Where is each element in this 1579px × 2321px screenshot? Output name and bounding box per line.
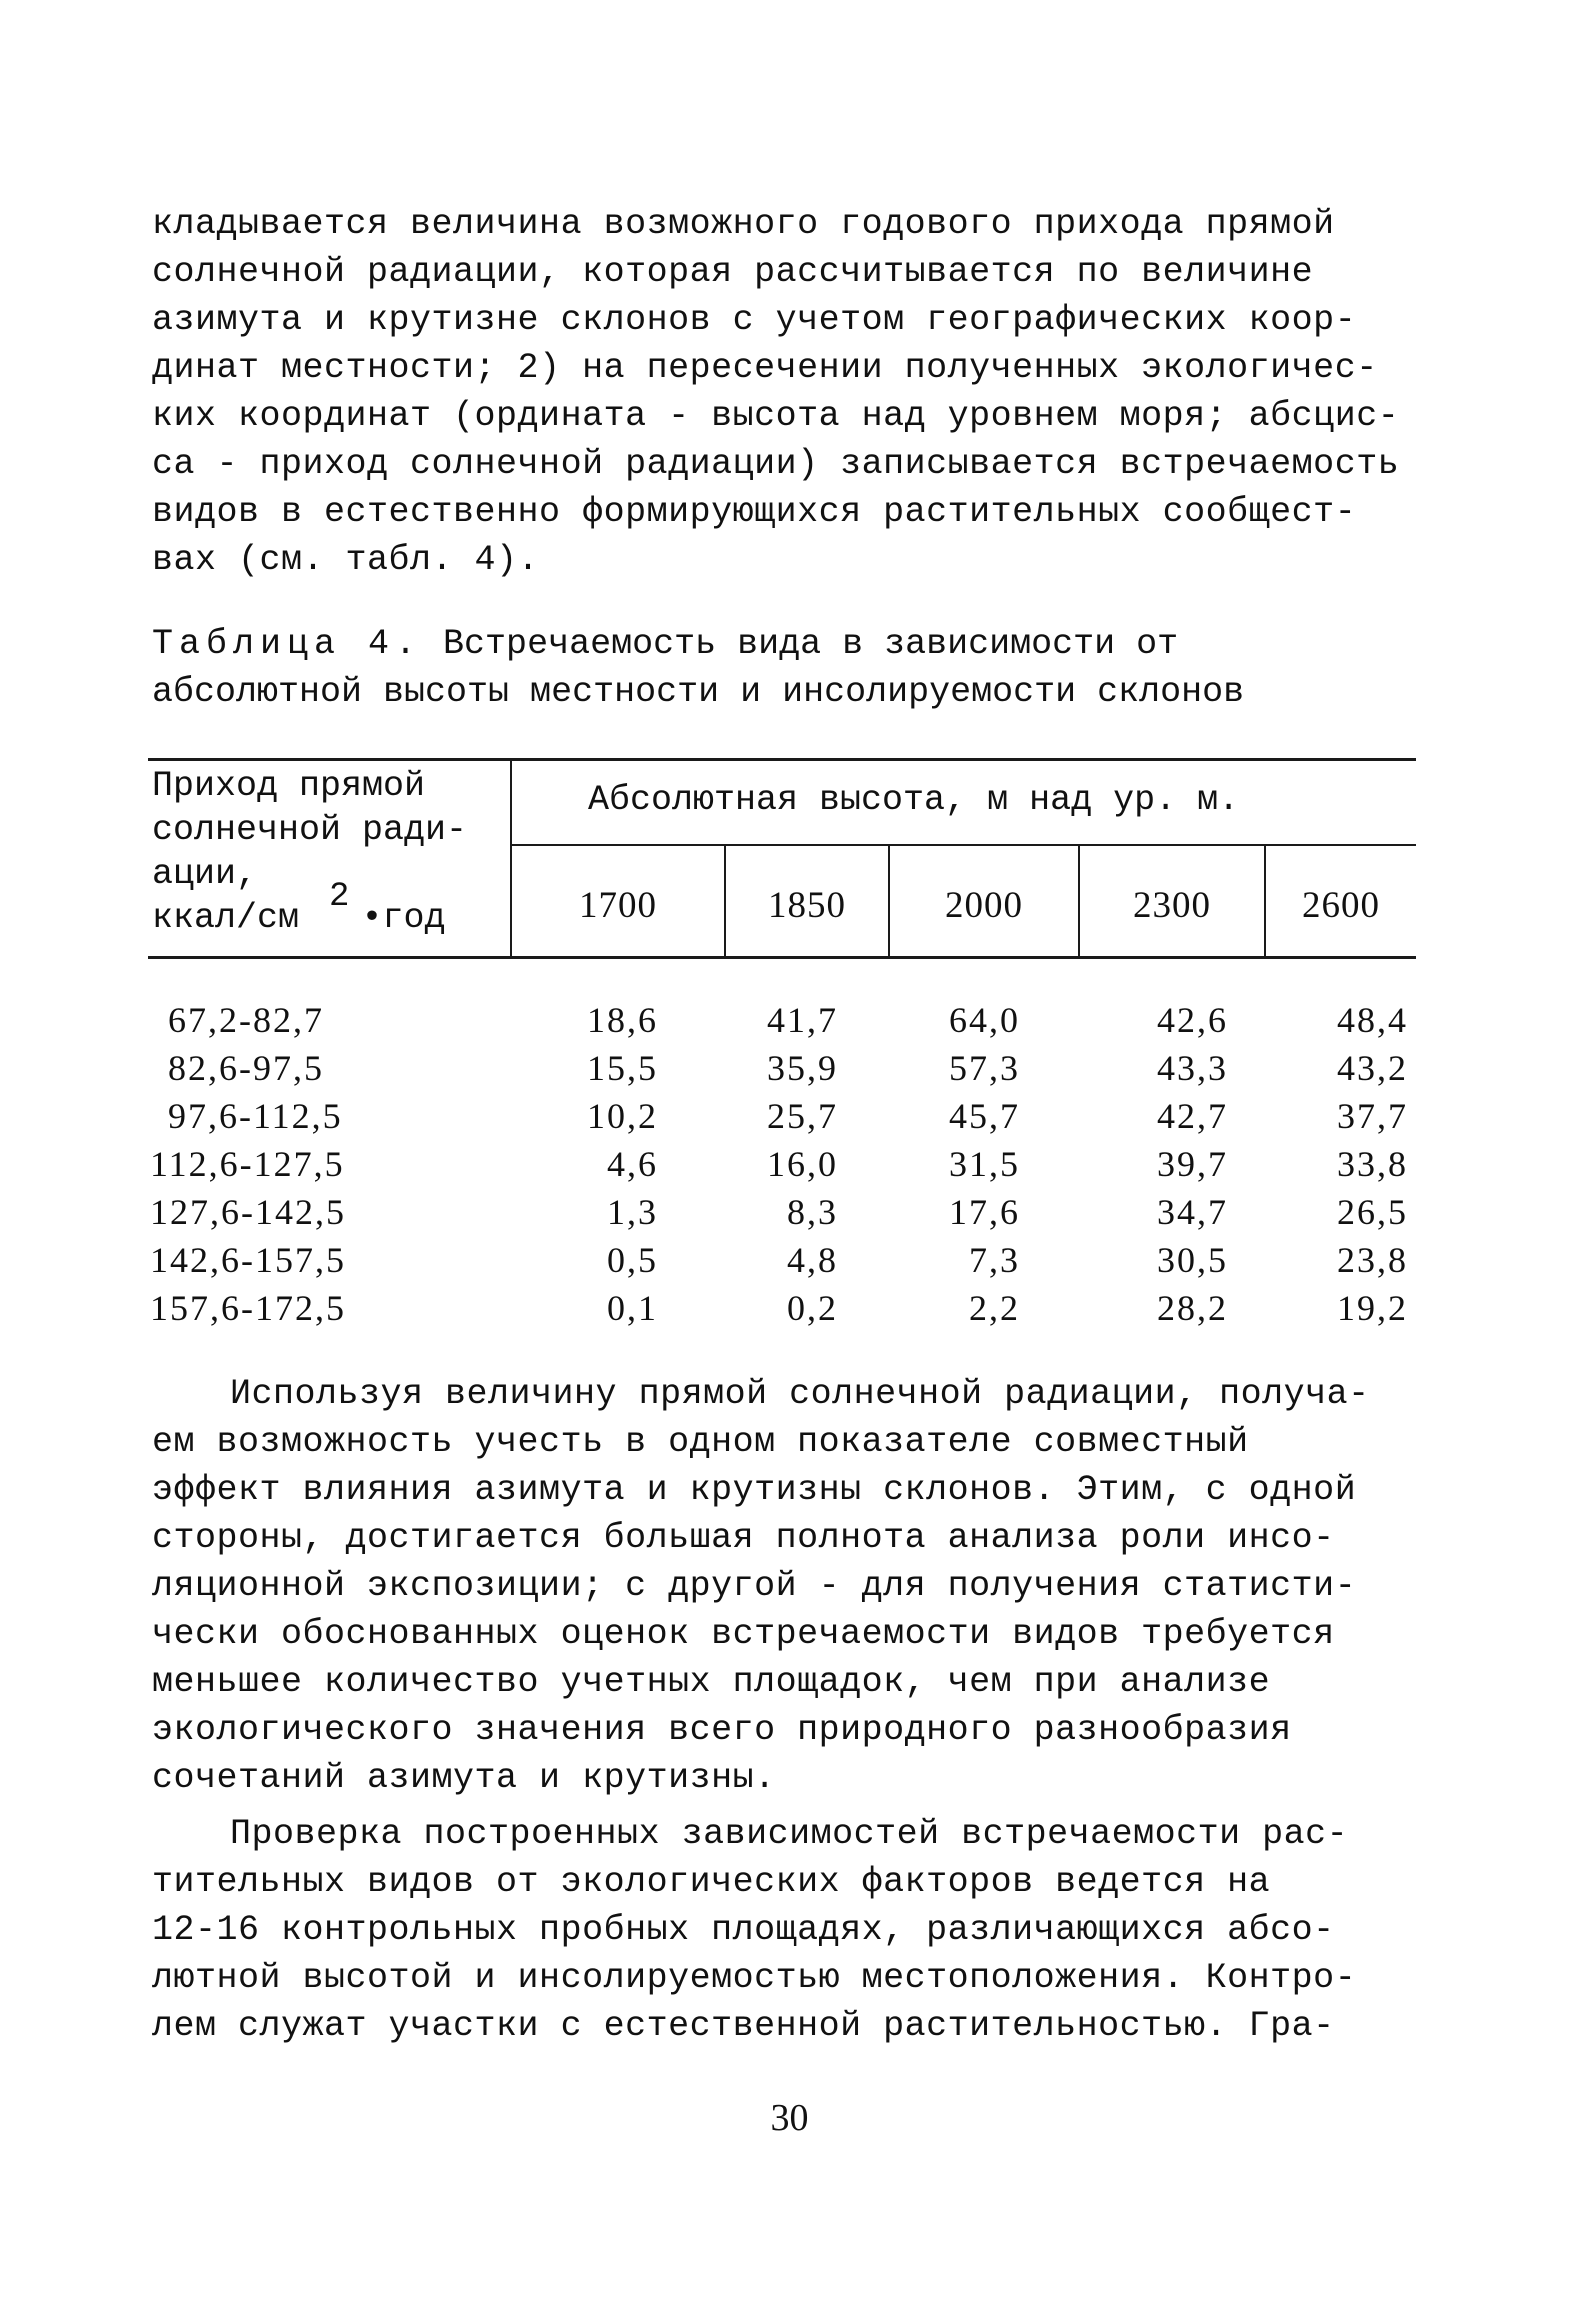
column-header: 2000 <box>945 885 1023 926</box>
text-line: 12-16 контрольных пробных площадях, различающихся абсо- <box>152 1910 1335 1950</box>
value-cell: 23,8 <box>1337 1240 1408 1280</box>
text-line: кладывается величина возможного годового прихода прямой <box>152 204 1335 244</box>
value-cell: 0,1 <box>607 1288 658 1328</box>
value-cell: 42,7 <box>1157 1096 1228 1136</box>
row-header-line: ации, <box>152 854 258 894</box>
value-cell: 17,6 <box>949 1192 1020 1232</box>
text-line: Проверка построенных зависимостей встречаемости рас- <box>230 1814 1349 1854</box>
value-cell: 42,6 <box>1157 1000 1228 1040</box>
column-header: 2300 <box>1133 885 1211 926</box>
text-line: тительных видов от экологических факторов ведется на <box>152 1862 1271 1902</box>
text-line: ких координат (ордината - высота над уровнем моря; абсцис- <box>152 396 1400 436</box>
range-cell: 97,6-112,5 <box>168 1096 343 1136</box>
header-split-rule <box>511 844 1416 846</box>
value-cell: 18,6 <box>587 1000 658 1040</box>
value-cell: 15,5 <box>587 1048 658 1088</box>
value-cell: 41,7 <box>767 1000 838 1040</box>
value-cell: 35,9 <box>767 1048 838 1088</box>
text-line: лютной высотой и инсолируемостью местоположения. Контро- <box>152 1958 1357 1998</box>
value-cell: 34,7 <box>1157 1192 1228 1232</box>
table-title-line2: абсолютной высоты местности и инсолируемости склонов <box>152 672 1245 712</box>
value-cell: 43,3 <box>1157 1048 1228 1088</box>
text-line: ляционной экспозиции; с другой - для получения статисти- <box>152 1566 1357 1606</box>
value-cell: 43,2 <box>1337 1048 1408 1088</box>
value-cell: 26,5 <box>1337 1192 1408 1232</box>
value-cell: 8,3 <box>787 1192 838 1232</box>
text-line: лем служат участки с естественной растительностью. Гра- <box>152 2006 1335 2046</box>
range-cell: 142,6-157,5 <box>150 1240 346 1280</box>
row-header-line: солнечной ради- <box>152 810 468 850</box>
value-cell: 39,7 <box>1157 1144 1228 1184</box>
column-group-header: Абсолютная высота, м над ур. м. <box>588 780 1240 820</box>
value-cell: 19,2 <box>1337 1288 1408 1328</box>
header-bottom-rule <box>148 956 1416 959</box>
value-cell: 25,7 <box>767 1096 838 1136</box>
row-header-line: Приход прямой <box>152 766 426 806</box>
value-cell: 16,0 <box>767 1144 838 1184</box>
column-header: 1700 <box>579 885 657 926</box>
unit-suffix: •год <box>361 898 446 938</box>
range-cell: 82,6-97,5 <box>168 1048 324 1088</box>
table-caption <box>152 620 1452 716</box>
text-line: стороны, достигается большая полнота анализа роли инсо- <box>152 1518 1335 1558</box>
value-cell: 33,8 <box>1337 1144 1408 1184</box>
unit-text: ккал/см <box>152 898 300 938</box>
value-cell: 31,5 <box>949 1144 1020 1184</box>
text-line: ем возможность учесть в одном показателе совместный <box>152 1422 1249 1462</box>
value-cell: 57,3 <box>949 1048 1020 1088</box>
column-header: 1850 <box>768 885 846 926</box>
value-cell: 48,4 <box>1337 1000 1408 1040</box>
table-row <box>148 996 1416 1044</box>
table-row <box>148 1044 1416 1092</box>
value-cell: 2,2 <box>969 1288 1020 1328</box>
text-line: меньшее количество учетных площадок, чем при анализе <box>152 1662 1271 1702</box>
page-number: 30 <box>770 2097 809 2139</box>
paragraph-bottom <box>152 1810 1452 2050</box>
paragraph-top <box>152 200 1452 584</box>
table-row <box>148 1140 1416 1188</box>
paragraph-middle <box>152 1370 1452 1802</box>
value-cell: 0,2 <box>787 1288 838 1328</box>
table-row <box>148 1284 1416 1332</box>
value-cell: 37,7 <box>1337 1096 1408 1136</box>
range-cell: 157,6-172,5 <box>150 1288 346 1328</box>
text-line: Используя величину прямой солнечной радиации, получа- <box>230 1374 1370 1414</box>
value-cell: 28,2 <box>1157 1288 1228 1328</box>
text-line: чески обоснованных оценок встречаемости видов требуется <box>152 1614 1335 1654</box>
value-cell: 30,5 <box>1157 1240 1228 1280</box>
text-line: са - приход солнечной радиации) записывается встречаемость <box>152 444 1400 484</box>
value-cell: 7,3 <box>969 1240 1020 1280</box>
table-top-rule <box>148 758 1416 761</box>
table-row <box>148 1092 1416 1140</box>
column-header: 2600 <box>1302 885 1380 926</box>
range-cell: 112,6-127,5 <box>150 1144 345 1184</box>
table-row <box>148 1236 1416 1284</box>
text-line: солнечной радиации, которая рассчитывается по величине <box>152 252 1314 292</box>
table-title: Встречаемость вида в зависимости от <box>422 624 1179 664</box>
table-label: Таблица 4. <box>152 624 423 664</box>
value-cell: 1,3 <box>607 1192 658 1232</box>
range-cell: 127,6-142,5 <box>150 1192 346 1232</box>
value-cell: 64,0 <box>949 1000 1020 1040</box>
range-cell: 67,2-82,7 <box>168 1000 324 1040</box>
value-cell: 45,7 <box>949 1096 1020 1136</box>
text-line: вах (см. табл. 4). <box>152 540 540 580</box>
text-line: сочетаний азимута и крутизны. <box>152 1758 776 1798</box>
text-line: динат местности; 2) на пересечении полученных экологичес- <box>152 348 1378 388</box>
table-row <box>148 1188 1416 1236</box>
text-line: эффект влияния азимута и крутизны склонов. Этим, с одной <box>152 1470 1357 1510</box>
value-cell: 0,5 <box>607 1240 658 1280</box>
row-header <box>152 764 467 941</box>
value-cell: 4,6 <box>607 1144 658 1184</box>
unit-superscript: 2 <box>329 878 350 916</box>
value-cell: 10,2 <box>587 1096 658 1136</box>
text-line: экологического значения всего природного разнообразия <box>152 1710 1292 1750</box>
text-line: азимута и крутизне склонов с учетом географических коор- <box>152 300 1357 340</box>
text-line: видов в естественно формирующихся растительных сообщест- <box>152 492 1357 532</box>
value-cell: 4,8 <box>787 1240 838 1280</box>
